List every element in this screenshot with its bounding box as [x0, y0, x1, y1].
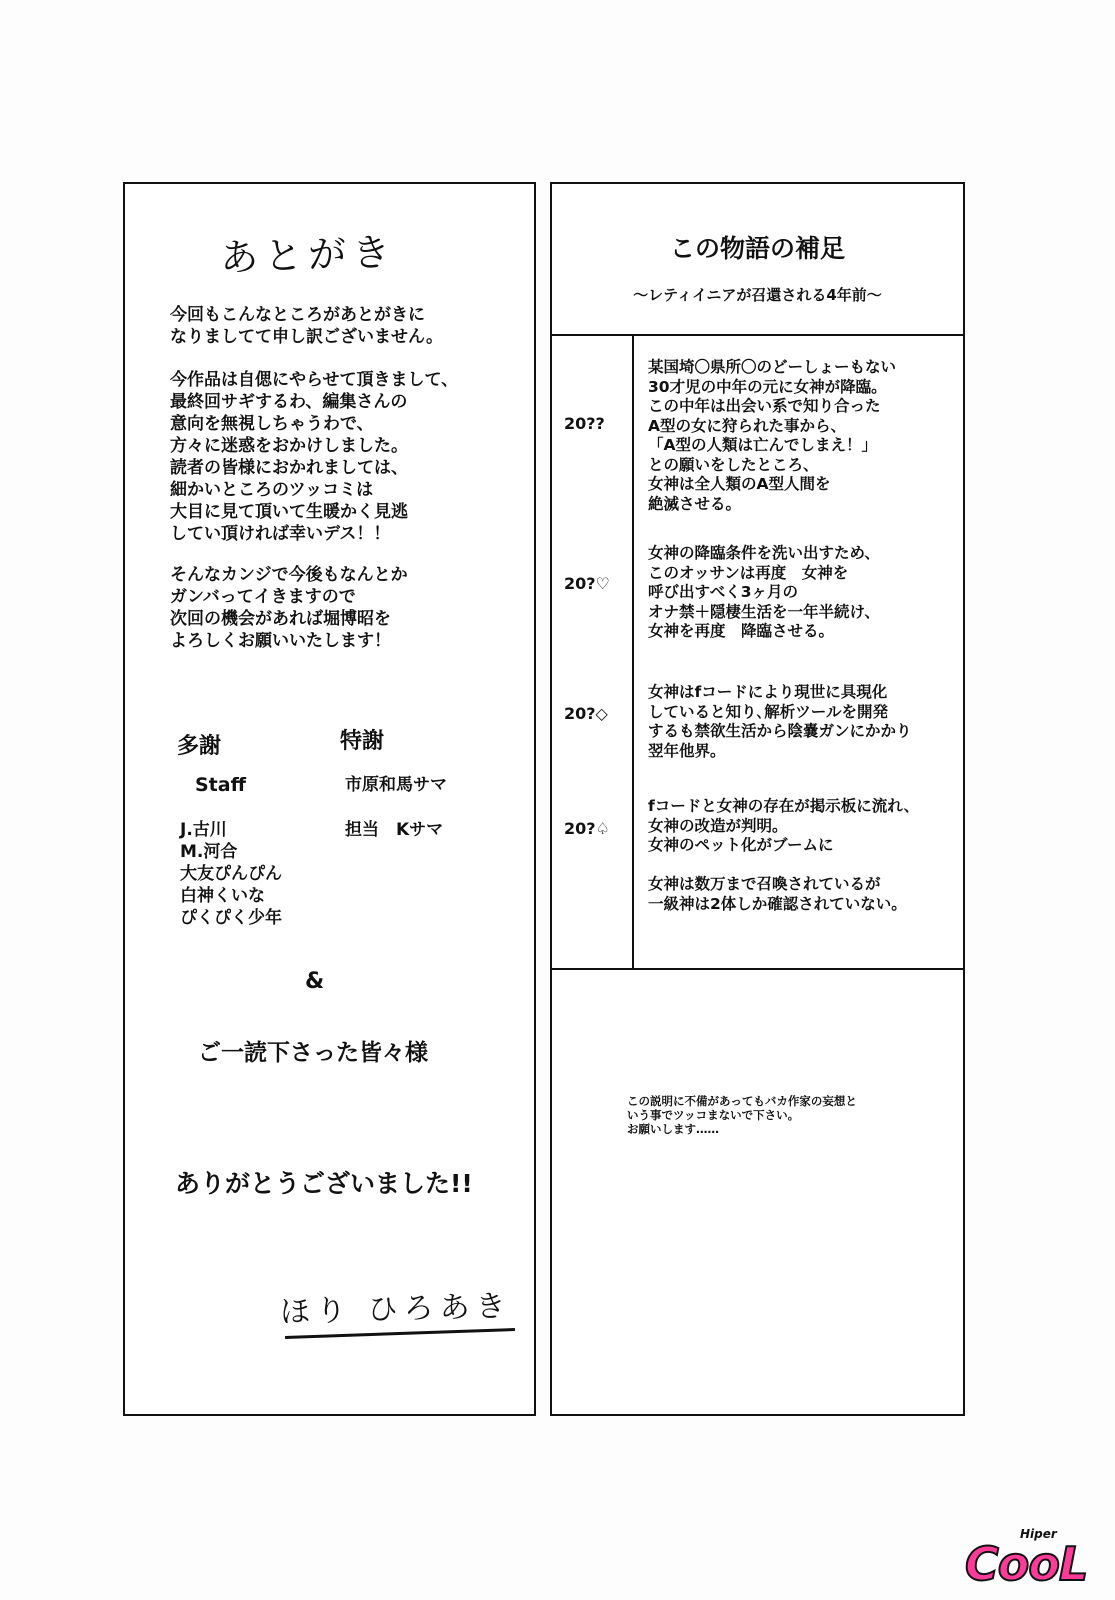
- text-line: 「A型の人類は亡んでしまえ！」: [648, 436, 877, 454]
- timeline-event: [648, 544, 880, 642]
- timeline-event: [648, 797, 919, 914]
- text-line: 方々に迷惑をおかけしました。: [170, 436, 408, 456]
- watermark-small-text: Hiper: [1020, 1527, 1057, 1541]
- watermark-main-text: CooL: [965, 1537, 1088, 1591]
- closing-message: ありがとうございました!!: [175, 1169, 473, 1198]
- text-line: 女神を再度 降臨させる。: [648, 622, 835, 640]
- text-line: 女神の改造が判明。: [648, 816, 788, 835]
- text-line: 次回の機会があれば堀博昭を: [170, 609, 391, 629]
- text-line: 大目に見て頂いて生暖かく見逃: [170, 502, 408, 522]
- timeline-event: [648, 358, 896, 514]
- text-line: 女神の降臨条件を洗い出すため、: [648, 544, 880, 562]
- text-line: との願いをしたところ、: [648, 455, 819, 474]
- supplement-title: この物語の補足: [669, 234, 845, 263]
- staff-name: J.古川: [180, 820, 227, 840]
- text-line: 細かいところのツッコミは: [170, 480, 374, 500]
- disclaimer-note: [627, 1094, 857, 1136]
- text-line: そんなカンジで今後もなんとか: [170, 565, 408, 585]
- readers-line: ご一読下さった皆々様: [198, 1040, 428, 1066]
- timeline-table: [552, 334, 963, 970]
- special-thanks-heading: 特謝: [340, 729, 385, 754]
- ampersand: &: [305, 969, 325, 994]
- staff-name: M.河合: [180, 842, 238, 862]
- text-line: オナ禁＋隠棲生活を一年半続け、: [648, 602, 880, 621]
- text-line: ガンバってイきますので: [170, 587, 356, 607]
- text-line: 女神のペット化がブームに: [648, 836, 834, 854]
- text-line: 女神は全人類のA型人間を: [648, 475, 831, 493]
- thanks-heading: 多謝: [177, 734, 222, 759]
- afterword-paragraph: [170, 564, 408, 652]
- staff-name: 白神くいな: [180, 886, 265, 906]
- text-line: 一級神は2体しか確認されていない。: [648, 894, 907, 913]
- text-line: いう事でツッコまないで下さい。: [627, 1108, 800, 1122]
- afterword-paragraph: [170, 369, 458, 545]
- text-line: 呼び出すべく3ヶ月の: [648, 583, 798, 601]
- staff-name: 大友ぴんぴん: [180, 864, 282, 884]
- text-line: この説明に不備があってもバカ作家の妄想と: [627, 1094, 857, 1108]
- afterword-title: あとがき: [219, 229, 397, 281]
- timeline-event: [648, 683, 912, 761]
- staff-name: ぴくぴく少年: [180, 908, 282, 928]
- text-line: よろしくお願いいたします！: [170, 631, 391, 651]
- timeline-year: 20?◇: [564, 704, 608, 723]
- site-watermark-logo: [965, 1525, 1105, 1595]
- timeline-divider: [632, 336, 634, 968]
- afterword-paragraph: [170, 304, 443, 348]
- timeline-year: 20?♡: [564, 574, 610, 593]
- text-line: なりましてて申し訳ございません。: [170, 327, 444, 347]
- supplement-panel: [550, 182, 965, 1416]
- supplement-subtitle: 〜レティイニアが召還される4年前〜: [633, 286, 882, 304]
- text-line: していると知り､解析ツールを開発: [648, 702, 888, 721]
- text-line: 30才児の中年の元に女神が降臨。: [648, 377, 887, 396]
- text-line: fコードと女神の存在が掲示板に流れ、: [648, 797, 920, 815]
- staff-list: [180, 819, 282, 929]
- text-line: 最終回サギするわ、編集さんの: [170, 392, 408, 412]
- afterword-panel: [123, 182, 536, 1416]
- text-line: 某国埼〇県所〇のどーしょーもない: [648, 358, 897, 376]
- text-line: してい頂ければ幸いデス！！: [170, 524, 391, 544]
- staff-label: Staff: [195, 774, 246, 796]
- author-signature: ほり ひろあき: [279, 1288, 513, 1331]
- text-line: するも禁欲生活から陰嚢ガンにかかり: [648, 722, 912, 740]
- special-thanks-name: 担当 Kサマ: [345, 820, 444, 840]
- text-line: 読者の皆様におかれましては、: [170, 458, 408, 478]
- text-line: A型の女に狩られた事から、: [648, 416, 846, 435]
- special-thanks-list: [345, 774, 447, 841]
- timeline-year: 20??: [564, 414, 605, 433]
- text-line: 翌年他界。: [648, 741, 726, 760]
- text-line: 今回もこんなところがあとがきに: [170, 305, 425, 325]
- text-line: 今作品は自偲にやらせて頂きまして、: [170, 370, 459, 390]
- text-line: [648, 856, 919, 876]
- timeline-year: 20?♤: [564, 819, 610, 838]
- text-line: このオッサンは再度 女神を: [648, 563, 849, 582]
- text-line: 意向を無視しちゃうわで、: [170, 414, 374, 434]
- text-line: 絶滅させる。: [648, 494, 742, 513]
- special-thanks-name: 市原和馬サマ: [345, 775, 447, 795]
- text-line: 女神は数万まで召喚されているが: [648, 875, 881, 893]
- text-line: お願いします……: [627, 1122, 719, 1136]
- text-line: 女神はfコードにより現世に具現化: [648, 683, 888, 701]
- text-line: この中年は出会い系で知り合った: [648, 397, 881, 415]
